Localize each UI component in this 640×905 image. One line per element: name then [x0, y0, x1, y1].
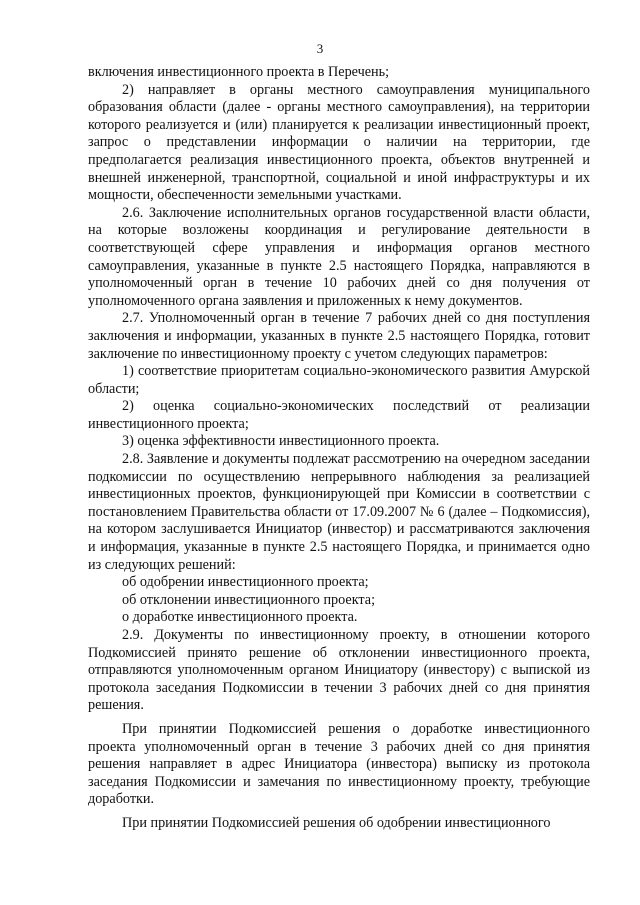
list-item: 1) соответствие приоритетам социально-экономического развития Амурской области; [88, 363, 590, 397]
paragraph: 2.7. Уполномоченный орган в течение 7 рабочих дней со дня поступления заключения и информации, указанных в пункте 2.5 настоящего Порядка, готовит заключение по инвестиционному проекту с учетом следующих параметров: [88, 310, 590, 362]
paragraph: 2.9. Документы по инвестиционному проекту, в отношении которого Подкомиссией принято решение об отклонении инвестиционного проекта, отправляются уполномоченным органом Инициатору (инвестору) с выпиской из протокола заседания Подкомиссии в течении 3 рабочих дней со дня принятия решения. [88, 627, 590, 714]
paragraph: При принятии Подкомиссией решения об одобрении инвестиционного [122, 814, 551, 831]
paragraph: При принятии Подкомиссией решения о доработке инвестиционного проекта уполномоченный орган в течение 3 рабочих дней со дня принятия решения направляет в адрес Инициатора (инвестора) выписку из протокола заседания Подкомиссии и замечания по инвестиционному проекту, требующие доработки. [88, 720, 590, 808]
list-item: о доработке инвестиционного проекта. [122, 609, 358, 626]
page-number: 3 [316, 41, 324, 56]
document-body [88, 64, 590, 833]
list-item: 2) оценка социально-экономических последствий от реализации инвестиционного проекта; [88, 398, 590, 432]
paragraph: 2.6. Заключение исполнительных органов государственной власти области, на которые возложены координация и регулирование деятельности в соответствующей сфере управления и информация органов местного самоуправления, указанные в пункте 2.5 настоящего Порядка, направляются в уполномоченный орган в течение 10 рабочих дней со дня получения от уполномоченного органа заявления и приложенных к нему документов. [88, 204, 590, 309]
paragraph: 2) направляет в органы местного самоуправления муниципального образования области (далее - органы местного самоуправления), на территории которого реализуется и (или) планируется к реализации инвестиционный проект, запрос о представлении информации о наличии на территории, где предполагается реализация инвестиционного проекта, объектов внутренней и внешней инженерной, транспортной, социальной и иной инфраструктуры и их мощности, обеспеченности земельными участками. [88, 81, 590, 204]
paragraph: включения инвестиционного проекта в Перечень; [88, 64, 390, 80]
paragraph: 2.8. Заявление и документы подлежат рассмотрению на очередном заседании подкомиссии по осуществлению непрерывного наблюдения за реализацией инвестиционных проектов, функционирующей при Комиссии в соответствии с постановлением Правительства области от 17.09.2007 № 6 (далее – Подкомиссия), на котором заслушивается Инициатор (инвестор) и рассматриваются заключения и информация, указанные в пункте 2.5 настоящего Порядка, и принимается одно из следующих решений: [88, 451, 590, 573]
list-item: об отклонении инвестиционного проекта; [122, 591, 376, 608]
list-item: об одобрении инвестиционного проекта; [122, 574, 369, 591]
list-item: 3) оценка эффективности инвестиционного проекта. [122, 433, 440, 450]
